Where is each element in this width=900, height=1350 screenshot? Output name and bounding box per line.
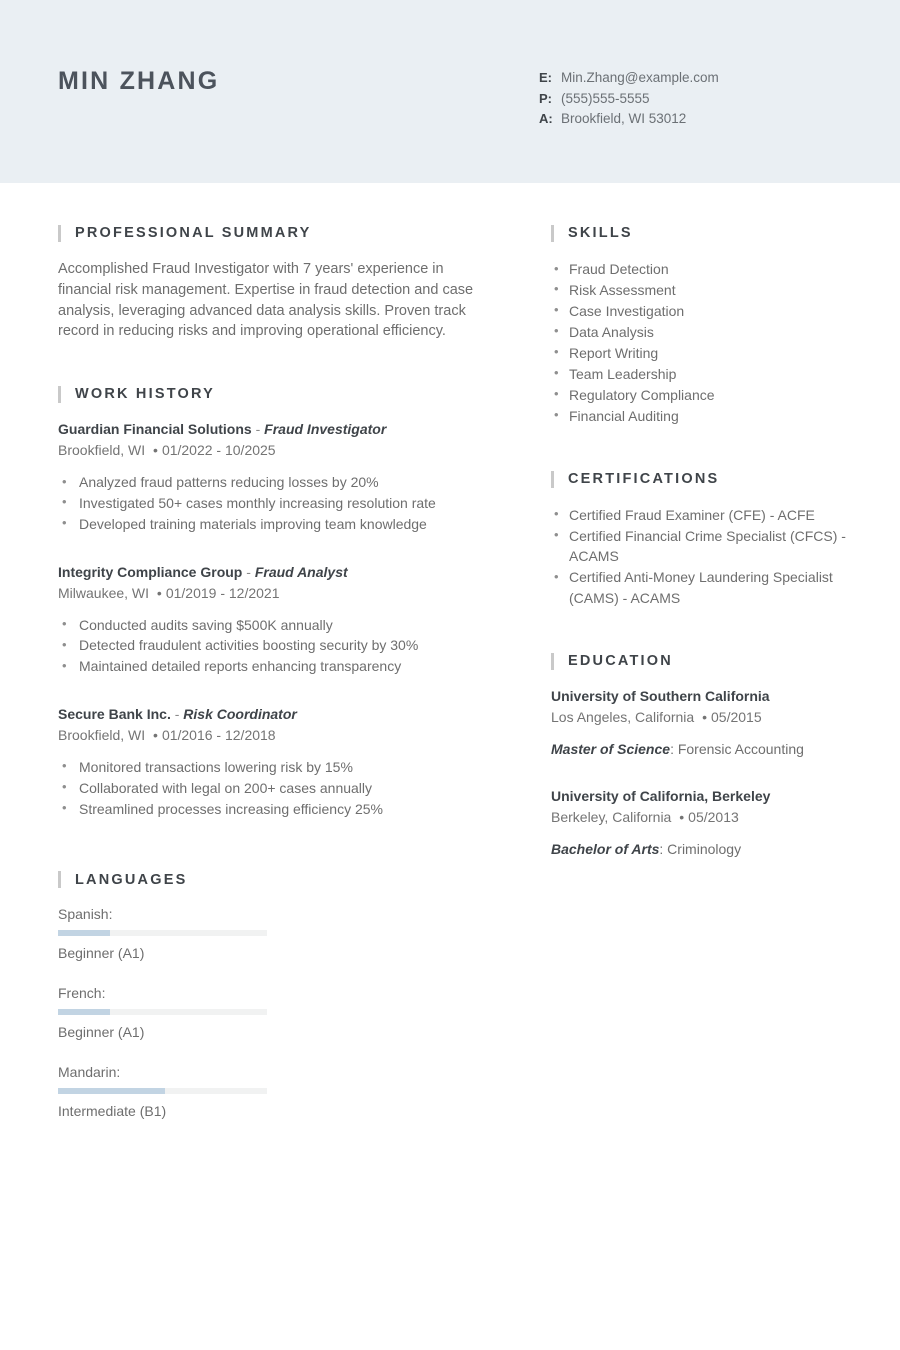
list-item: • Fraud Detection bbox=[551, 259, 851, 280]
list-item: • Data Analysis bbox=[551, 322, 851, 343]
section-title-skills: SKILLS bbox=[568, 225, 633, 242]
section-header-professional-summary bbox=[58, 225, 478, 242]
accent-bar-icon bbox=[58, 871, 61, 888]
section-work-history bbox=[58, 386, 478, 819]
section-header-skills bbox=[551, 225, 851, 242]
section-languages bbox=[58, 871, 478, 1142]
spacer bbox=[551, 609, 851, 653]
language-proficiency-bar bbox=[58, 1009, 267, 1015]
bullet-separator-icon: • bbox=[153, 584, 162, 601]
list-item: • Report Writing bbox=[551, 343, 851, 364]
list-item: • Streamlined processes increasing efficiency 25% bbox=[58, 799, 478, 820]
right-column bbox=[551, 225, 851, 859]
education-degree-label: Bachelor of Arts bbox=[551, 841, 660, 858]
section-header-education bbox=[551, 653, 851, 670]
job-meta bbox=[58, 725, 478, 746]
accent-bar-icon bbox=[58, 386, 61, 403]
list-item: • Detected fraudulent activities boosting security by 30% bbox=[58, 635, 478, 656]
section-title-languages: LANGUAGES bbox=[75, 871, 188, 888]
language-level: Beginner (A1) bbox=[58, 1024, 145, 1041]
language-proficiency-fill bbox=[58, 930, 110, 936]
language-item bbox=[58, 905, 268, 962]
job-dates: 01/2022 - 10/2025 bbox=[161, 442, 276, 459]
education-school: University of Southern California bbox=[551, 688, 770, 705]
contact-phone-value[interactable]: (555)555-5555 bbox=[561, 90, 650, 106]
job-location: Brookfield, WI bbox=[58, 726, 146, 743]
job-bullet-list bbox=[58, 757, 478, 819]
left-column bbox=[58, 225, 478, 1142]
certifications-list bbox=[551, 505, 851, 609]
job-title-line bbox=[58, 563, 478, 582]
job-separator: - bbox=[242, 563, 255, 580]
list-item: • Financial Auditing bbox=[551, 406, 851, 427]
job-company: Secure Bank Inc. bbox=[58, 705, 171, 722]
language-name: Spanish: bbox=[58, 906, 113, 923]
language-item bbox=[58, 1063, 268, 1120]
education-degree bbox=[551, 739, 851, 759]
bullet-separator-icon: • bbox=[698, 709, 707, 726]
section-title-work-history: WORK HISTORY bbox=[75, 386, 215, 403]
bullet-separator-icon: • bbox=[149, 726, 158, 743]
bullet-separator-icon: • bbox=[149, 442, 158, 459]
contact-email-value[interactable]: Min.Zhang@example.com bbox=[561, 70, 719, 85]
education-location: Los Angeles, California bbox=[551, 709, 695, 726]
language-name: Mandarin: bbox=[58, 1064, 121, 1081]
education-location: Berkeley, California bbox=[551, 809, 672, 826]
language-item bbox=[58, 984, 268, 1041]
list-item: • Certified Financial Crime Specialist (CFCS) - ACAMS bbox=[551, 526, 851, 567]
language-level: Intermediate (B1) bbox=[58, 1103, 167, 1120]
job-role: Fraud Analyst bbox=[254, 563, 348, 580]
job-title-line bbox=[58, 705, 478, 724]
accent-bar-icon bbox=[551, 653, 554, 670]
job-role: Risk Coordinator bbox=[183, 705, 297, 722]
education-entry bbox=[551, 787, 851, 859]
professional-summary-text: Accomplished Fraud Investigator with 7 years' experience in financial risk management. Expertise in fraud detection and case analysis, leveraging advanced data analysis skills. Proven track record in reducing risks and improving operational efficiency. bbox=[58, 261, 474, 340]
spacer bbox=[58, 342, 478, 386]
accent-bar-icon bbox=[551, 471, 554, 488]
list-item: • Collaborated with legal on 200+ cases annually bbox=[58, 778, 478, 799]
contact-info-block bbox=[539, 68, 719, 130]
language-level: Beginner (A1) bbox=[58, 945, 145, 962]
work-history-entry bbox=[58, 563, 478, 677]
list-item: • Certified Fraud Examiner (CFE) - ACFE bbox=[551, 505, 851, 526]
section-title-professional-summary: PROFESSIONAL SUMMARY bbox=[75, 225, 312, 242]
language-grid bbox=[58, 905, 478, 1142]
section-title-education: EDUCATION bbox=[568, 653, 673, 670]
job-location: Milwaukee, WI bbox=[58, 584, 150, 601]
accent-bar-icon bbox=[551, 225, 554, 242]
section-title-certifications: CERTIFICATIONS bbox=[568, 471, 720, 488]
job-role: Fraud Investigator bbox=[264, 421, 387, 438]
section-header-languages bbox=[58, 871, 478, 888]
education-school: University of California, Berkeley bbox=[551, 788, 771, 805]
contact-row-email bbox=[539, 68, 719, 89]
spacer bbox=[58, 677, 478, 705]
list-item: • Case Investigation bbox=[551, 301, 851, 322]
page-title: MIN ZHANG bbox=[58, 67, 220, 95]
job-meta bbox=[58, 583, 478, 604]
list-item: • Certified Anti-Money Laundering Specialist (CAMS) - ACAMS bbox=[551, 567, 851, 608]
language-name: French: bbox=[58, 985, 106, 1002]
job-dates: 01/2016 - 12/2018 bbox=[161, 726, 276, 743]
work-history-entry bbox=[58, 705, 478, 819]
job-bullet-list bbox=[58, 615, 478, 677]
section-header-certifications bbox=[551, 471, 851, 488]
job-bullet-list bbox=[58, 472, 478, 534]
spacer bbox=[551, 427, 851, 471]
contact-row-address bbox=[539, 109, 719, 130]
education-degree-field: : Forensic Accounting bbox=[670, 741, 804, 758]
job-company: Integrity Compliance Group bbox=[58, 563, 243, 580]
skills-list bbox=[551, 259, 851, 426]
list-item: • Conducted audits saving $500K annually bbox=[58, 615, 478, 636]
email-icon: E: bbox=[539, 70, 552, 85]
work-history-entry bbox=[58, 420, 478, 534]
education-degree bbox=[551, 839, 851, 859]
education-meta bbox=[551, 707, 851, 728]
section-certifications bbox=[551, 471, 851, 609]
list-item: • Developed training materials improving team knowledge bbox=[58, 514, 478, 535]
address-icon: A: bbox=[539, 111, 553, 126]
accent-bar-icon bbox=[58, 225, 61, 242]
job-separator: - bbox=[170, 705, 184, 722]
language-proficiency-fill bbox=[58, 1009, 110, 1015]
resume-header bbox=[0, 0, 900, 183]
education-date: 05/2015 bbox=[711, 709, 762, 726]
phone-icon: P: bbox=[539, 90, 552, 106]
list-item: • Analyzed fraud patterns reducing losses by 20% bbox=[58, 472, 478, 493]
list-item: • Risk Assessment bbox=[551, 280, 851, 301]
job-company: Guardian Financial Solutions bbox=[58, 421, 252, 438]
education-meta bbox=[551, 807, 851, 828]
contact-row-phone bbox=[539, 89, 719, 110]
section-header-work-history bbox=[58, 386, 478, 403]
section-education bbox=[551, 653, 851, 859]
section-professional-summary bbox=[58, 225, 478, 342]
language-proficiency-bar bbox=[58, 1088, 267, 1094]
education-date: 05/2013 bbox=[688, 809, 739, 826]
spacer bbox=[551, 759, 851, 787]
education-degree-field: : Criminology bbox=[659, 841, 742, 858]
list-item: • Investigated 50+ cases monthly increasing resolution rate bbox=[58, 493, 478, 514]
education-degree-label: Master of Science bbox=[551, 741, 671, 758]
job-meta bbox=[58, 440, 478, 461]
job-separator: - bbox=[251, 421, 265, 438]
job-title-line bbox=[58, 420, 478, 439]
language-proficiency-bar bbox=[58, 930, 267, 936]
education-entry bbox=[551, 687, 851, 759]
list-item: • Monitored transactions lowering risk by 15% bbox=[58, 757, 478, 778]
bullet-separator-icon: • bbox=[675, 809, 685, 826]
list-item: • Regulatory Compliance bbox=[551, 385, 851, 406]
spacer bbox=[58, 819, 478, 871]
list-item: • Team Leadership bbox=[551, 364, 851, 385]
list-item: • Maintained detailed reports enhancing transparency bbox=[58, 656, 478, 677]
contact-address-value: Brookfield, WI 53012 bbox=[561, 111, 687, 126]
spacer bbox=[58, 535, 478, 563]
section-skills bbox=[551, 225, 851, 426]
job-location: Brookfield, WI bbox=[58, 442, 146, 459]
language-proficiency-fill bbox=[58, 1088, 165, 1094]
job-dates: 01/2019 - 12/2021 bbox=[165, 584, 280, 601]
